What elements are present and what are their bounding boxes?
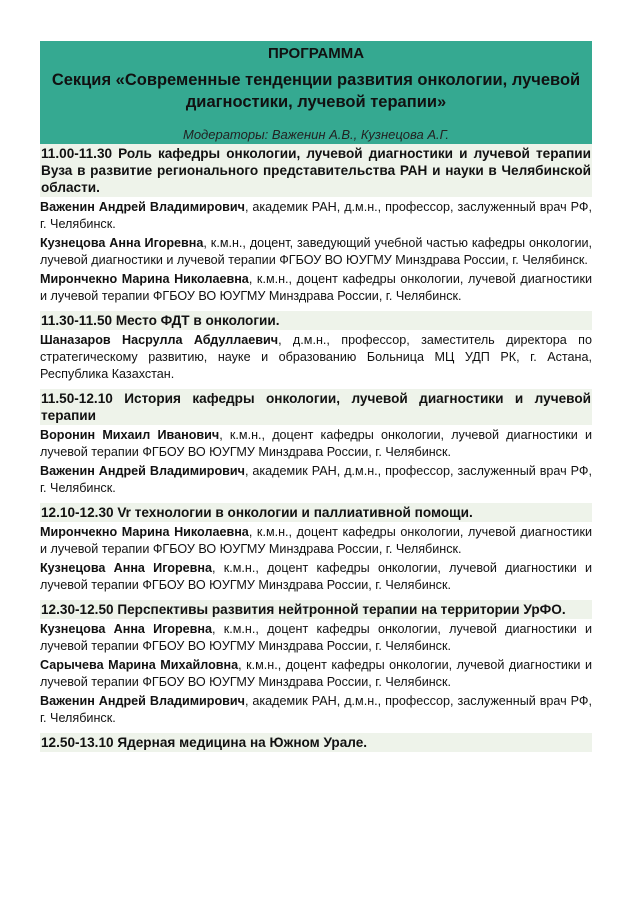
speaker-info: , к.м.н., доцент, заведующий учебной частью кафедры онкологии, лучевой диагностики и лучевой терапии ФГБОУ ВО ЮУГМУ Минздрава России, г. Челябинск. bbox=[40, 236, 593, 267]
speaker bbox=[40, 621, 592, 655]
speaker-info: , к.м.н., доцент кафедры онкологии, лучевой диагностики и лучевой терапии ФГБОУ ВО ЮУГМУ Минздрава России, г. Челябинск. bbox=[40, 428, 592, 459]
speaker-info: , к.м.н., доцент кафедры онкологии, лучевой диагностики и лучевой терапии ФГБОУ ВО ЮУГМУ Минздрава России, г. Челябинск. bbox=[40, 272, 592, 303]
speaker-name: Мирончекно Марина Николаевна bbox=[40, 272, 249, 286]
speaker-name: Важенин Андрей Владимирович bbox=[40, 200, 245, 214]
speaker bbox=[40, 235, 592, 269]
speaker bbox=[40, 524, 592, 558]
session-item bbox=[40, 600, 592, 727]
speaker-info: , академик РАН, д.м.н., профессор, заслуженный врач РФ, г. Челябинск. bbox=[40, 464, 592, 495]
speaker-name: Кузнецова Анна Игоревна bbox=[40, 561, 213, 575]
speaker-name: Кузнецова Анна Игоревна bbox=[40, 622, 213, 636]
sessions-list bbox=[40, 144, 592, 752]
speaker-name: Воронин Михаил Иванович bbox=[40, 428, 220, 442]
speaker-info: , академик РАН, д.м.н., профессор, заслуженный врач РФ, г. Челябинск. bbox=[40, 200, 592, 231]
speaker bbox=[40, 427, 592, 461]
session-title: 11.00-11.30 Роль кафедры онкологии, лучевой диагностики и лучевой терапии Вуза в развитие регионального представительства РАН и науки в Челябинской области. bbox=[41, 146, 591, 195]
session-item bbox=[40, 389, 592, 497]
speaker bbox=[40, 332, 592, 383]
speaker bbox=[40, 560, 592, 594]
session-item bbox=[40, 503, 592, 594]
speaker-name: Важенин Андрей Владимирович bbox=[40, 694, 245, 708]
speaker bbox=[40, 693, 592, 727]
speaker bbox=[40, 271, 592, 305]
program-page bbox=[40, 41, 592, 752]
speaker bbox=[40, 463, 592, 497]
session-item bbox=[40, 311, 592, 383]
session-item bbox=[40, 733, 592, 752]
speaker-info: , к.м.н., доцент кафедры онкологии, лучевой диагностики и лучевой терапии ФГБОУ ВО ЮУГМУ Минздрава России, г. Челябинск. bbox=[40, 525, 592, 556]
speaker-info: , к.м.н., доцент кафедры онкологии, лучевой диагностики и лучевой терапии ФГБОУ ВО ЮУГМУ Минздрава России, г. Челябинск. bbox=[40, 561, 592, 592]
speaker-name: Важенин Андрей Владимирович bbox=[40, 464, 245, 478]
speaker-info: , академик РАН, д.м.н., профессор, заслуженный врач РФ, г. Челябинск. bbox=[40, 694, 592, 725]
session-title: 12.10-12.30 Vr технологии в онкологии и паллиативной помощи. bbox=[40, 503, 592, 522]
session-item bbox=[40, 144, 592, 305]
speaker-name: Шаназаров Насрулла Абдуллаевич bbox=[40, 333, 279, 347]
program-header bbox=[40, 41, 592, 144]
speaker-info: , д.м.н., профессор, заместитель директора по стратегическому развитию, науке и образованию Больница МЦ УДП РК, г. Астана, Республика Казахстан. bbox=[40, 333, 592, 381]
session-title: 11.50-12.10 История кафедры онкологии, лучевой диагностики и лучевой терапии bbox=[41, 391, 591, 423]
section-title: Секция «Современные тенденции развития онкологии, лучевой диагностики, лучевой терапии» bbox=[51, 71, 581, 111]
session-title: 11.30-11.50 Место ФДТ в онкологии. bbox=[40, 311, 592, 330]
speaker-info: , к.м.н., доцент кафедры онкологии, лучевой диагностики и лучевой терапии ФГБОУ ВО ЮУГМУ Минздрава России, г. Челябинск. bbox=[40, 622, 592, 653]
speaker-name: Мирончекно Марина Николаевна bbox=[40, 525, 249, 539]
program-title: ПРОГРАММА bbox=[267, 45, 365, 62]
session-title: 12.30-12.50 Перспективы развития нейтронной терапии на территории УрФО. bbox=[40, 600, 592, 619]
speaker bbox=[40, 657, 592, 691]
moderators: Модераторы: Важенин А.В., Кузнецова А.Г. bbox=[183, 127, 449, 142]
speaker-name: Кузнецова Анна Игоревна bbox=[40, 236, 204, 250]
session-title: 12.50-13.10 Ядерная медицина на Южном Урале. bbox=[40, 733, 592, 752]
speaker-name: Сарычева Марина Михайловна bbox=[40, 658, 239, 672]
speaker-info: , к.м.н., доцент кафедры онкологии, лучевой диагностики и лучевой терапии ФГБОУ ВО ЮУГМУ Минздрава России, г. Челябинск. bbox=[40, 658, 592, 689]
speaker bbox=[40, 199, 592, 233]
